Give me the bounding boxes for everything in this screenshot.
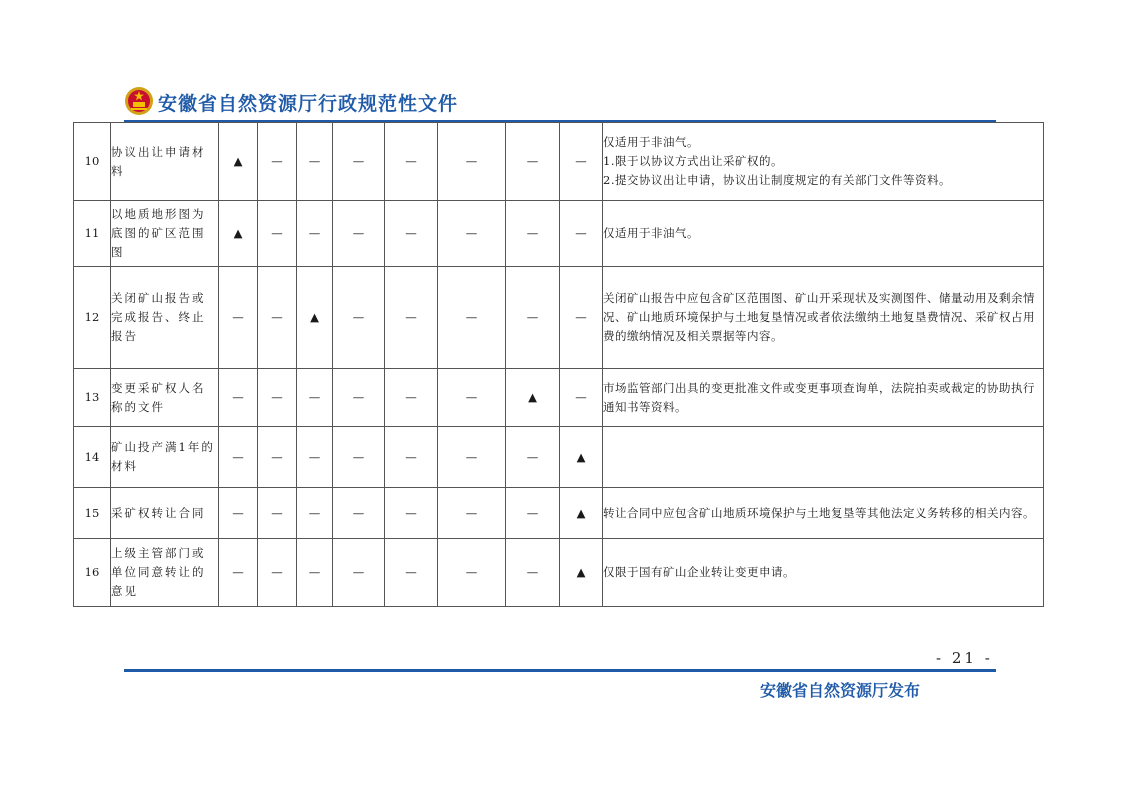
material-name: 以地质地形图为底图的矿区范围图 bbox=[111, 201, 219, 267]
not-applicable-mark: — bbox=[219, 427, 258, 488]
not-applicable-mark: — bbox=[560, 267, 603, 369]
not-applicable-mark: — bbox=[438, 539, 506, 607]
not-applicable-mark: — bbox=[333, 488, 385, 539]
remark-line: 仅限于国有矿山企业转让变更申请。 bbox=[603, 565, 795, 579]
remarks-cell bbox=[603, 488, 1044, 539]
not-applicable-mark: — bbox=[385, 369, 438, 427]
table-row bbox=[74, 427, 1044, 488]
not-applicable-mark: — bbox=[219, 369, 258, 427]
table-row bbox=[74, 201, 1044, 267]
not-applicable-mark: — bbox=[385, 488, 438, 539]
not-applicable-mark: — bbox=[438, 201, 506, 267]
remark-line: 2.提交协议出让申请，协议出让制度规定的有关部门文件等资料。 bbox=[603, 173, 951, 187]
page-number: - 21 - bbox=[936, 649, 993, 667]
not-applicable-mark: — bbox=[506, 123, 560, 201]
not-applicable-mark: — bbox=[297, 369, 333, 427]
not-applicable-mark: — bbox=[506, 267, 560, 369]
not-applicable-mark: — bbox=[219, 539, 258, 607]
material-name: 采矿权转让合同 bbox=[111, 488, 219, 539]
row-number: 16 bbox=[74, 539, 111, 607]
not-applicable-mark: — bbox=[385, 539, 438, 607]
not-applicable-mark: — bbox=[258, 267, 297, 369]
not-applicable-mark: — bbox=[258, 369, 297, 427]
material-name: 矿山投产满1年的材料 bbox=[111, 427, 219, 488]
row-number: 13 bbox=[74, 369, 111, 427]
table-row bbox=[74, 369, 1044, 427]
remarks-cell bbox=[603, 539, 1044, 607]
not-applicable-mark: — bbox=[438, 427, 506, 488]
not-applicable-mark: — bbox=[560, 123, 603, 201]
not-applicable-mark: — bbox=[333, 201, 385, 267]
remark-line: 仅适用于非油气。 bbox=[603, 135, 699, 149]
remarks-cell bbox=[603, 123, 1044, 201]
not-applicable-mark: — bbox=[438, 123, 506, 201]
table-row bbox=[74, 488, 1044, 539]
required-mark: ▲ bbox=[219, 123, 258, 201]
required-mark: ▲ bbox=[219, 201, 258, 267]
remark-line: 转让合同中应包含矿山地质环境保护与土地复垦等其他法定义务转移的相关内容。 bbox=[603, 505, 1035, 520]
material-name: 关闭矿山报告或完成报告、终止报告 bbox=[111, 267, 219, 369]
remarks-cell bbox=[603, 369, 1044, 427]
header-title: 安徽省自然资源厅行政规范性文件 bbox=[158, 93, 459, 115]
table-row bbox=[74, 123, 1044, 201]
not-applicable-mark: — bbox=[258, 488, 297, 539]
table-body bbox=[74, 123, 1044, 607]
not-applicable-mark: — bbox=[506, 427, 560, 488]
table-row bbox=[74, 267, 1044, 369]
not-applicable-mark: — bbox=[297, 488, 333, 539]
not-applicable-mark: — bbox=[297, 123, 333, 201]
not-applicable-mark: — bbox=[438, 267, 506, 369]
not-applicable-mark: — bbox=[333, 427, 385, 488]
not-applicable-mark: — bbox=[258, 539, 297, 607]
not-applicable-mark: — bbox=[219, 267, 258, 369]
footer-publisher: 安徽省自然资源厅发布 bbox=[760, 681, 921, 700]
required-mark: ▲ bbox=[297, 267, 333, 369]
not-applicable-mark: — bbox=[333, 369, 385, 427]
not-applicable-mark: — bbox=[297, 539, 333, 607]
required-mark: ▲ bbox=[560, 427, 603, 488]
requirements-table bbox=[73, 122, 1044, 607]
not-applicable-mark: — bbox=[385, 427, 438, 488]
not-applicable-mark: — bbox=[560, 369, 603, 427]
not-applicable-mark: — bbox=[297, 427, 333, 488]
not-applicable-mark: — bbox=[438, 488, 506, 539]
row-number: 11 bbox=[74, 201, 111, 267]
remark-line: 关闭矿山报告中应包含矿区范围图、矿山开采现状及实测图件、储量动用及剩余情况、矿山地质环境保护与土地复垦情况或者依法缴纳土地复垦费情况、采矿权占用费的缴纳情况及相关票据等内容。 bbox=[603, 291, 1035, 343]
row-number: 10 bbox=[74, 123, 111, 201]
table-row bbox=[74, 539, 1044, 607]
not-applicable-mark: — bbox=[385, 201, 438, 267]
not-applicable-mark: — bbox=[438, 369, 506, 427]
remark-line: 市场监管部门出具的变更批准文件或变更事项查询单，法院拍卖或裁定的协助执行通知书等资料。 bbox=[603, 380, 1035, 414]
not-applicable-mark: — bbox=[258, 427, 297, 488]
material-name: 上级主管部门或单位同意转让的意见 bbox=[111, 539, 219, 607]
not-applicable-mark: — bbox=[385, 267, 438, 369]
remarks-cell bbox=[603, 201, 1044, 267]
required-mark: ▲ bbox=[560, 488, 603, 539]
required-mark: ▲ bbox=[506, 369, 560, 427]
remark-line: 1.限于以协议方式出让采矿权的。 bbox=[603, 154, 783, 168]
material-name: 协议出让申请材料 bbox=[111, 123, 219, 201]
document-header bbox=[124, 86, 996, 126]
not-applicable-mark: — bbox=[333, 267, 385, 369]
not-applicable-mark: — bbox=[333, 123, 385, 201]
not-applicable-mark: — bbox=[297, 201, 333, 267]
not-applicable-mark: — bbox=[506, 539, 560, 607]
not-applicable-mark: — bbox=[506, 488, 560, 539]
row-number: 12 bbox=[74, 267, 111, 369]
remark-line: 仅适用于非油气。 bbox=[603, 226, 699, 240]
not-applicable-mark: — bbox=[560, 201, 603, 267]
row-number: 15 bbox=[74, 488, 111, 539]
not-applicable-mark: — bbox=[506, 201, 560, 267]
not-applicable-mark: — bbox=[258, 201, 297, 267]
not-applicable-mark: — bbox=[333, 539, 385, 607]
material-name: 变更采矿权人名称的文件 bbox=[111, 369, 219, 427]
footer-divider bbox=[124, 669, 996, 672]
required-mark: ▲ bbox=[560, 539, 603, 607]
not-applicable-mark: — bbox=[258, 123, 297, 201]
national-emblem-icon bbox=[124, 86, 154, 116]
row-number: 14 bbox=[74, 427, 111, 488]
remarks-cell bbox=[603, 427, 1044, 488]
remarks-cell bbox=[603, 267, 1044, 369]
not-applicable-mark: — bbox=[219, 488, 258, 539]
not-applicable-mark: — bbox=[385, 123, 438, 201]
